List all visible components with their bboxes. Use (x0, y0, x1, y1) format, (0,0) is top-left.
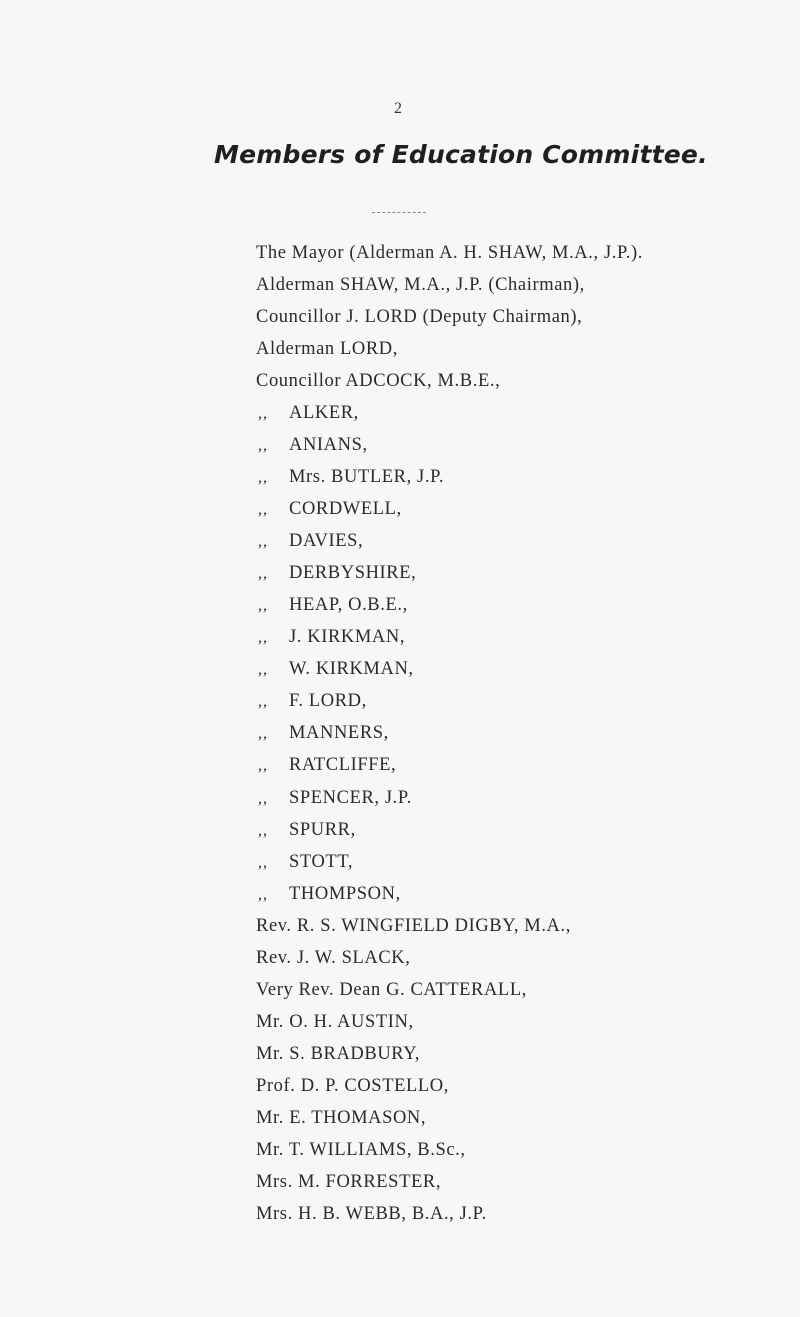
member-item (258, 821, 356, 840)
member-item (256, 308, 582, 327)
member-name: Councillor ADCOCK, M.B.E., (256, 371, 501, 392)
member-item (258, 564, 416, 583)
member-name: STOTT, (289, 851, 354, 872)
ditto-mark: ,, (258, 725, 268, 743)
ditto-mark: ,, (258, 885, 268, 903)
member-item (258, 756, 396, 775)
member-name: Mr. T. WILLIAMS, B.Sc., (256, 1139, 466, 1160)
member-name: Rev. R. S. WINGFIELD DIGBY, M.A., (256, 915, 571, 936)
member-item (256, 1205, 487, 1224)
member-name: Mrs. M. FORRESTER, (256, 1171, 442, 1192)
ditto-mark: ,, (258, 757, 268, 775)
member-item (258, 692, 367, 711)
ditto-mark: ,, (258, 533, 268, 551)
member-item (258, 500, 402, 519)
member-name: THOMPSON, (289, 883, 401, 904)
member-name: F. LORD, (289, 691, 367, 712)
member-item (256, 1109, 426, 1128)
member-item (258, 724, 389, 743)
member-name: J. KIRKMAN, (289, 627, 406, 648)
member-name: Mrs. BUTLER, J.P. (289, 467, 445, 488)
title-divider (372, 212, 426, 213)
member-name: SPURR, (289, 819, 356, 840)
member-item (256, 917, 571, 936)
member-item (256, 1141, 466, 1160)
member-item (258, 628, 405, 647)
ditto-mark: ,, (258, 853, 268, 871)
ditto-mark: ,, (258, 789, 268, 807)
ditto-mark: ,, (258, 661, 268, 679)
member-name: Mrs. H. B. WEBB, B.A., J.P. (256, 1203, 487, 1224)
ditto-mark: ,, (258, 437, 268, 455)
ditto-mark: ,, (258, 405, 268, 423)
member-item (258, 885, 401, 904)
member-item (258, 853, 353, 872)
member-name: Mr. S. BRADBURY, (256, 1043, 420, 1064)
member-item (256, 340, 398, 359)
member-name: Alderman LORD, (256, 339, 398, 360)
member-name: Mr. O. H. AUSTIN, (256, 1011, 414, 1032)
member-item (258, 532, 363, 551)
member-name: RATCLIFFE, (289, 755, 397, 776)
member-item (258, 404, 359, 423)
ditto-mark: ,, (258, 565, 268, 583)
ditto-mark: ,, (258, 693, 268, 711)
member-name: Mr. E. THOMASON, (256, 1107, 427, 1128)
member-name: ALKER, (289, 403, 359, 424)
member-item (256, 244, 643, 263)
page-number: 2 (394, 100, 402, 117)
member-name: Rev. J. W. SLACK, (256, 947, 411, 968)
member-name: Prof. D. P. COSTELLO, (256, 1075, 449, 1096)
member-item (258, 596, 408, 615)
member-name: DERBYSHIRE, (289, 563, 417, 584)
ditto-mark: ,, (258, 821, 268, 839)
member-item (258, 660, 414, 679)
member-name: Alderman SHAW, M.A., J.P. (Chairman), (256, 275, 585, 296)
member-item (256, 372, 500, 391)
member-item (256, 276, 585, 295)
member-name: The Mayor (Alderman A. H. SHAW, M.A., J.P.). (256, 243, 644, 263)
member-item (256, 949, 410, 968)
member-item (258, 789, 412, 808)
member-item (256, 1077, 449, 1096)
ditto-mark: ,, (258, 597, 268, 615)
member-item (256, 1013, 414, 1032)
ditto-mark: ,, (258, 629, 268, 647)
member-item (256, 981, 527, 1000)
member-name: CORDWELL, (289, 499, 402, 520)
member-item (258, 436, 368, 455)
ditto-mark: ,, (258, 501, 268, 519)
member-item (256, 1173, 441, 1192)
page-title: Members of Education Committee. (214, 140, 708, 169)
member-name: W. KIRKMAN, (289, 659, 414, 680)
member-name: ANIANS, (289, 435, 368, 456)
member-name: SPENCER, J.P. (289, 787, 412, 808)
ditto-mark: ,, (258, 469, 268, 487)
member-name: DAVIES, (289, 531, 364, 552)
member-item (258, 468, 444, 487)
member-name: Very Rev. Dean G. CATTERALL, (256, 979, 527, 1000)
member-name: Councillor J. LORD (Deputy Chairman), (256, 307, 583, 328)
member-name: MANNERS, (289, 723, 389, 744)
member-item (256, 1045, 420, 1064)
member-name: HEAP, O.B.E., (289, 595, 408, 616)
